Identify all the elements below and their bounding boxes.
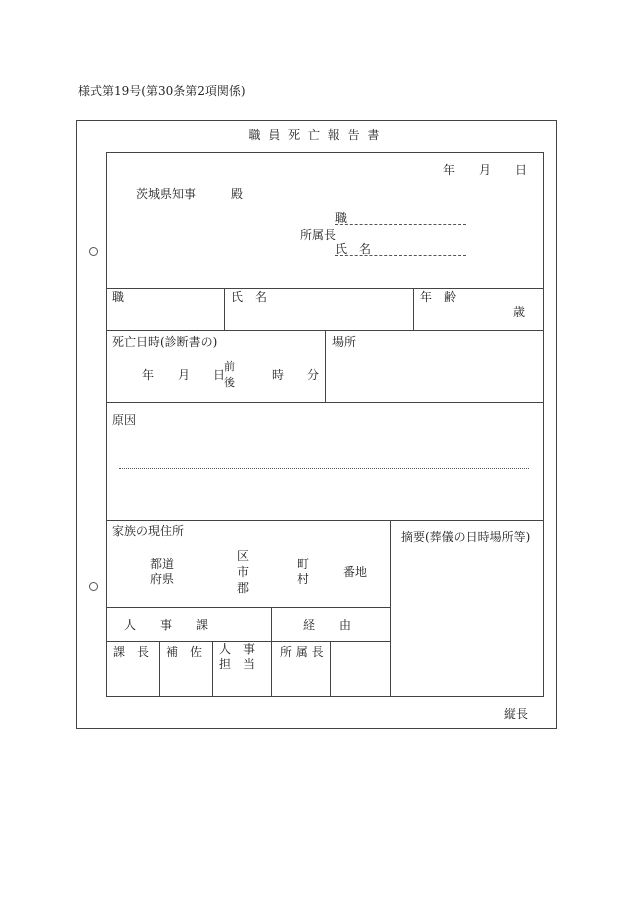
position-label: 職 [112, 290, 125, 304]
section-chief-label: 課 長 [113, 645, 150, 659]
date-year-label: 年 [443, 163, 456, 177]
personnel-division-label: 人 事 課 [124, 618, 209, 632]
department-head-label: 所属長 [300, 228, 337, 242]
death-day-label: 日 [213, 368, 226, 382]
row-divider [106, 402, 544, 403]
staff-seal-area[interactable] [212, 641, 271, 697]
age-label: 年 齢 [420, 290, 457, 304]
row-divider [106, 607, 390, 608]
section-chief-seal-area[interactable] [106, 641, 159, 697]
death-hour-label: 時 [272, 368, 285, 382]
col-divider [325, 330, 326, 402]
form-caption: 様式第19号(第30条第2項関係) [78, 84, 246, 98]
pm-label: 後 [224, 376, 235, 389]
row-divider [106, 520, 544, 521]
col-divider [224, 288, 225, 330]
death-datetime-label: 死亡日時(診断書の) [112, 335, 218, 349]
death-year-label: 年 [142, 368, 155, 382]
department-head-seal-area[interactable] [330, 641, 390, 697]
summary-label: 摘要(葬儀の日時場所等) [401, 530, 531, 544]
assistant-seal-area[interactable] [159, 641, 212, 697]
date-day-label: 日 [515, 163, 528, 177]
age-unit: 歳 [513, 305, 526, 319]
department-head-seal-label: 所 属 長 [280, 645, 324, 659]
lot-number-label: 番地 [343, 565, 368, 579]
death-place-label: 場所 [332, 335, 357, 349]
ward-label: 区 [237, 549, 250, 563]
family-address-label: 家族の現住所 [112, 524, 185, 538]
honorific: 殿 [231, 187, 244, 201]
county-label: 郡 [237, 581, 250, 595]
cause-label: 原因 [112, 413, 137, 427]
addressee: 茨城県知事 [136, 187, 197, 201]
document-title: 職 員 死 亡 報 告 書 [248, 128, 382, 142]
assistant-label: 補 佐 [166, 645, 203, 659]
col-divider [390, 520, 391, 697]
signature-title-line[interactable] [335, 224, 466, 225]
village-label: 村 [297, 572, 310, 586]
name-label: 氏 名 [231, 290, 268, 304]
punch-hole-top [89, 247, 98, 256]
col-divider [413, 288, 414, 330]
signature-name-line[interactable] [335, 255, 466, 256]
row-divider [106, 288, 544, 289]
town-label: 町 [297, 557, 310, 571]
staff-in-charge-label: 担 当 [219, 657, 256, 671]
prefecture-label-bottom: 府県 [150, 572, 175, 586]
prefecture-label-top: 都道 [150, 557, 175, 571]
signature-title-label: 職 [335, 211, 348, 225]
punch-hole-bottom [89, 582, 98, 591]
personnel-label: 人 事 [219, 642, 256, 656]
date-month-label: 月 [479, 163, 492, 177]
city-label: 市 [237, 565, 250, 579]
death-month-label: 月 [178, 368, 191, 382]
death-minute-label: 分 [307, 368, 320, 382]
via-label: 経 由 [303, 618, 352, 632]
col-divider [271, 607, 272, 697]
cause-entry-line[interactable] [119, 468, 529, 469]
orientation-note: 縦長 [504, 707, 529, 721]
am-label: 前 [224, 360, 235, 373]
signature-name-label: 氏 名 [335, 242, 372, 256]
